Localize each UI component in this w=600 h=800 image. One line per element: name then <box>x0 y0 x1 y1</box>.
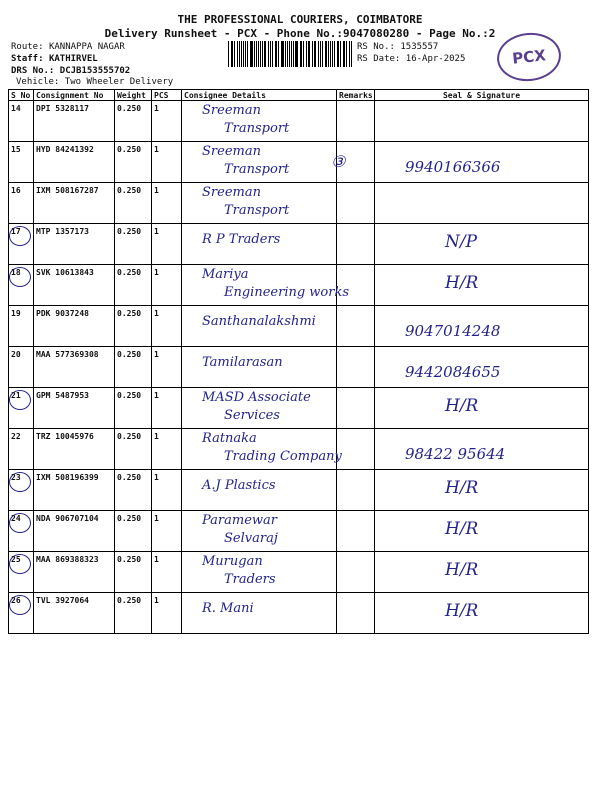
consignee-line-2: Trading Company <box>224 449 342 464</box>
col-sno: S No <box>9 90 34 101</box>
remarks-cell <box>337 306 375 347</box>
staff-value: KATHIRVEL <box>48 54 98 64</box>
serial-number: 17 <box>11 227 21 236</box>
pcs-cell <box>152 388 182 429</box>
rs-date-line <box>357 54 465 64</box>
rs-date-label: RS Date: <box>357 54 401 64</box>
consignee-cell <box>182 224 337 265</box>
signature-cell <box>375 306 589 347</box>
consignee-cell <box>182 470 337 511</box>
pcs-value: 1 <box>154 391 159 400</box>
sno-cell <box>9 470 34 511</box>
table-row <box>9 470 589 511</box>
remarks-cell <box>337 388 375 429</box>
consignee-line-1: R. Mani <box>202 601 254 616</box>
consignment-number: DPI 5328117 <box>36 104 89 113</box>
weight-cell <box>115 142 152 183</box>
remark-value: ③ <box>331 152 346 171</box>
remarks-cell <box>337 183 375 224</box>
remarks-cell <box>337 347 375 388</box>
signature-cell <box>375 142 589 183</box>
signature-cell <box>375 470 589 511</box>
weight-cell <box>115 429 152 470</box>
runsheet-subtitle: Delivery Runsheet - PCX - Phone No.:9047080280 - Page No.:2 <box>104 27 496 40</box>
pcs-cell <box>152 101 182 142</box>
remarks-cell <box>337 470 375 511</box>
table-row <box>9 593 589 634</box>
col-consignment: Consignment No <box>34 90 115 101</box>
pcs-cell <box>152 265 182 306</box>
col-signature: Seal & Signature <box>375 90 589 101</box>
sno-cell <box>9 183 34 224</box>
weight-cell <box>115 552 152 593</box>
sno-cell <box>9 265 34 306</box>
pcs-value: 1 <box>154 514 159 523</box>
pcs-value: 1 <box>154 473 159 482</box>
weight-value: 0.250 <box>117 227 142 236</box>
consignee-line-1: Murugan <box>202 554 263 569</box>
barcode-bar <box>234 41 235 67</box>
col-consignee: Consignee Details <box>182 90 337 101</box>
table-row <box>9 183 589 224</box>
remarks-cell <box>337 265 375 306</box>
consignment-number: NDA 906707104 <box>36 514 99 523</box>
barcode-bar <box>344 41 345 67</box>
pcs-value: 1 <box>154 186 159 195</box>
weight-value: 0.250 <box>117 596 142 605</box>
pcs-value: 1 <box>154 555 159 564</box>
barcode-bar <box>287 41 288 67</box>
consignment-cell <box>34 183 115 224</box>
consignment-cell <box>34 224 115 265</box>
consignee-line-1: Ratnaka <box>202 431 257 446</box>
signature-cell <box>375 265 589 306</box>
pcs-value: 1 <box>154 145 159 154</box>
weight-value: 0.250 <box>117 186 142 195</box>
weight-cell <box>115 470 152 511</box>
table-row <box>9 306 589 347</box>
serial-number: 14 <box>11 104 21 113</box>
rs-no-line <box>357 42 438 52</box>
consignee-cell <box>182 388 337 429</box>
pcs-value: 1 <box>154 268 159 277</box>
sno-cell <box>9 101 34 142</box>
consignee-line-2: Transport <box>224 121 290 136</box>
barcode-bar <box>338 41 339 67</box>
consignment-number: TRZ 10045976 <box>36 432 94 441</box>
consignment-cell <box>34 388 115 429</box>
consignment-cell <box>34 429 115 470</box>
serial-number: 21 <box>11 391 21 400</box>
remarks-cell <box>337 511 375 552</box>
barcode-bar <box>312 41 313 67</box>
barcode-bar <box>296 41 297 67</box>
serial-number: 16 <box>11 186 21 195</box>
pcs-cell <box>152 183 182 224</box>
signature-value: 9047014248 <box>405 322 501 340</box>
consignment-cell <box>34 511 115 552</box>
serial-number: 20 <box>11 350 21 359</box>
weight-value: 0.250 <box>117 432 142 441</box>
consignment-cell <box>34 552 115 593</box>
table-row <box>9 552 589 593</box>
consignee-line-1: Tamilarasan <box>202 355 283 370</box>
consignment-number: PDK 9037248 <box>36 309 89 318</box>
consignment-number: SVK 10613843 <box>36 268 94 277</box>
barcode-bar <box>322 41 323 67</box>
pcs-value: 1 <box>154 350 159 359</box>
signature-value: H/R <box>445 560 479 580</box>
pcs-cell <box>152 511 182 552</box>
barcode-bar <box>270 41 271 67</box>
weight-cell <box>115 388 152 429</box>
consignment-number: HYD 84241392 <box>36 145 94 154</box>
signature-value: 98422 95644 <box>405 445 506 463</box>
company-title: THE PROFESSIONAL COURIERS, COIMBATORE <box>177 13 423 26</box>
signature-cell <box>375 593 589 634</box>
table-row <box>9 101 589 142</box>
consignee-cell <box>182 347 337 388</box>
pcs-cell <box>152 347 182 388</box>
signature-value: H/R <box>445 519 479 539</box>
weight-cell <box>115 183 152 224</box>
pcs-cell <box>152 470 182 511</box>
table-row <box>9 265 589 306</box>
signature-value: 9442084655 <box>405 363 501 381</box>
staff-label: Staff: <box>11 54 44 64</box>
barcode-bar <box>268 41 269 67</box>
consignee-line-1: Sreeman <box>202 144 261 159</box>
pcs-cell <box>152 429 182 470</box>
route-line <box>11 42 125 52</box>
consignment-number: MTP 1357173 <box>36 227 89 236</box>
consignment-cell <box>34 593 115 634</box>
signature-value: H/R <box>445 601 479 621</box>
col-weight: Weight <box>115 90 152 101</box>
pcs-value: 1 <box>154 227 159 236</box>
drs-label: DRS No.: <box>11 66 55 76</box>
remarks-cell <box>331 142 375 183</box>
table-row <box>9 429 589 470</box>
rs-no-value: 1535557 <box>400 42 439 52</box>
remarks-cell <box>337 552 375 593</box>
vehicle-label: Vehicle: <box>16 77 60 87</box>
sno-cell <box>9 388 34 429</box>
pcs-value: 1 <box>154 309 159 318</box>
barcode-bar <box>303 41 304 67</box>
consignee-line-2: Transport <box>224 203 290 218</box>
consignee-cell <box>182 593 337 634</box>
weight-value: 0.250 <box>117 473 142 482</box>
consignment-number: GPM 5487953 <box>36 391 89 400</box>
staff-line <box>11 54 98 64</box>
consignee-line-1: MASD Associate <box>202 390 311 405</box>
serial-number: 22 <box>11 432 21 441</box>
vehicle-value: Two Wheeler Delivery <box>64 77 174 87</box>
drs-value: DCJB153555702 <box>59 66 131 76</box>
weight-value: 0.250 <box>117 555 142 564</box>
weight-value: 0.250 <box>117 391 142 400</box>
barcode-bar <box>306 41 307 67</box>
consignee-line-1: R P Traders <box>202 232 281 247</box>
consignee-cell <box>182 429 342 470</box>
consignee-cell <box>182 183 337 224</box>
barcode-bar <box>293 41 294 67</box>
signature-cell <box>375 224 589 265</box>
barcode-bar <box>332 41 333 67</box>
remarks-cell <box>337 224 375 265</box>
sno-cell <box>9 552 34 593</box>
serial-number: 23 <box>11 473 21 482</box>
serial-number: 24 <box>11 514 21 523</box>
consignment-cell <box>34 306 115 347</box>
weight-cell <box>115 347 152 388</box>
sno-cell <box>9 347 34 388</box>
sno-cell <box>9 142 34 183</box>
consignment-number: MAA 577369308 <box>36 350 99 359</box>
barcode-bar <box>262 41 263 67</box>
barcode-bar <box>251 41 252 67</box>
barcode-bar <box>258 41 259 67</box>
consignee-cell <box>182 265 350 306</box>
consignee-cell <box>182 511 337 552</box>
sno-cell <box>9 429 34 470</box>
sno-cell <box>9 511 34 552</box>
signature-cell <box>375 347 589 388</box>
consignee-cell <box>182 552 337 593</box>
consignment-cell <box>34 470 115 511</box>
pcs-cell <box>152 224 182 265</box>
drs-line <box>11 66 130 76</box>
signature-value: H/R <box>445 478 479 498</box>
sno-cell <box>9 306 34 347</box>
barcode-bar <box>282 41 283 67</box>
remarks-cell <box>337 593 375 634</box>
signature-value: N/P <box>445 232 478 252</box>
weight-cell <box>115 101 152 142</box>
rs-no-label: RS No.: <box>357 42 395 52</box>
weight-value: 0.250 <box>117 350 142 359</box>
rs-date-value: 16-Apr-2025 <box>405 54 466 64</box>
consignee-cell <box>182 142 337 183</box>
consignment-number: TVL 3927064 <box>36 596 89 605</box>
consignment-cell <box>34 101 115 142</box>
consignee-line-1: Paramewar <box>202 513 277 528</box>
pcx-stamp: PCX <box>495 30 564 84</box>
barcode-bar <box>328 41 329 67</box>
barcode-bar <box>237 41 238 67</box>
runsheet-table <box>8 89 589 634</box>
route-value: KANNAPPA NAGAR <box>48 42 125 52</box>
signature-cell <box>375 183 589 224</box>
consignee-line-1: Mariya <box>202 267 249 282</box>
consignee-line-2: Selvaraj <box>224 531 278 546</box>
pcs-value: 1 <box>154 432 159 441</box>
pcs-cell <box>152 142 182 183</box>
weight-value: 0.250 <box>117 145 142 154</box>
sno-cell <box>9 593 34 634</box>
weight-value: 0.250 <box>117 309 142 318</box>
consignee-cell <box>182 306 337 347</box>
consignment-cell <box>34 265 115 306</box>
consignee-line-1: Santhanalakshmi <box>202 314 316 329</box>
table-row <box>9 511 589 552</box>
weight-value: 0.250 <box>117 514 142 523</box>
serial-number: 26 <box>11 596 21 605</box>
pcs-cell <box>152 593 182 634</box>
consignee-line-1: Sreeman <box>202 103 261 118</box>
col-remarks: Remarks <box>337 90 375 101</box>
consignment-cell <box>34 142 115 183</box>
pcs-value: 1 <box>154 104 159 113</box>
barcode-bar <box>276 41 277 67</box>
consignment-cell <box>34 347 115 388</box>
vehicle-line <box>16 77 173 87</box>
weight-value: 0.250 <box>117 104 142 113</box>
barcode <box>228 41 352 67</box>
serial-number: 15 <box>11 145 21 154</box>
serial-number: 19 <box>11 309 21 318</box>
col-pcs: PCS <box>152 90 182 101</box>
signature-value: H/R <box>445 396 479 416</box>
pcs-cell <box>152 552 182 593</box>
barcode-bar <box>318 41 319 67</box>
weight-cell <box>115 265 152 306</box>
weight-cell <box>115 593 152 634</box>
consignment-number: IXM 508167287 <box>36 186 99 195</box>
remarks-cell <box>337 101 375 142</box>
barcode-bar <box>228 41 229 67</box>
weight-cell <box>115 511 152 552</box>
table-row <box>9 142 589 183</box>
table-header-row <box>9 90 589 101</box>
signature-cell <box>375 511 589 552</box>
weight-value: 0.250 <box>117 268 142 277</box>
remarks-cell <box>337 429 375 470</box>
consignment-number: IXM 508196399 <box>36 473 99 482</box>
consignment-number: MAA 869388323 <box>36 555 99 564</box>
pcs-value: 1 <box>154 596 159 605</box>
table-row <box>9 224 589 265</box>
consignee-line-2: Traders <box>224 572 276 587</box>
signature-cell <box>375 101 589 142</box>
signature-cell <box>375 429 589 470</box>
consignee-line-2: Engineering works <box>224 285 350 300</box>
consignee-line-2: Services <box>224 408 280 423</box>
table-row <box>9 388 589 429</box>
barcode-bar <box>245 41 246 67</box>
barcode-bar <box>247 41 248 67</box>
signature-cell <box>375 388 589 429</box>
serial-number: 18 <box>11 268 21 277</box>
consignee-line-1: A.J Plastics <box>202 478 276 493</box>
signature-cell <box>375 552 589 593</box>
barcode-bar <box>346 41 347 67</box>
weight-cell <box>115 224 152 265</box>
consignee-line-2: Transport <box>224 162 290 177</box>
sno-cell <box>9 224 34 265</box>
pcs-cell <box>152 306 182 347</box>
table-row <box>9 347 589 388</box>
signature-value: H/R <box>445 273 479 293</box>
route-label: Route: <box>11 42 44 52</box>
serial-number: 25 <box>11 555 21 564</box>
consignee-cell <box>182 101 337 142</box>
signature-value: 9940166366 <box>405 158 501 176</box>
consignee-line-1: Sreeman <box>202 185 261 200</box>
weight-cell <box>115 306 152 347</box>
